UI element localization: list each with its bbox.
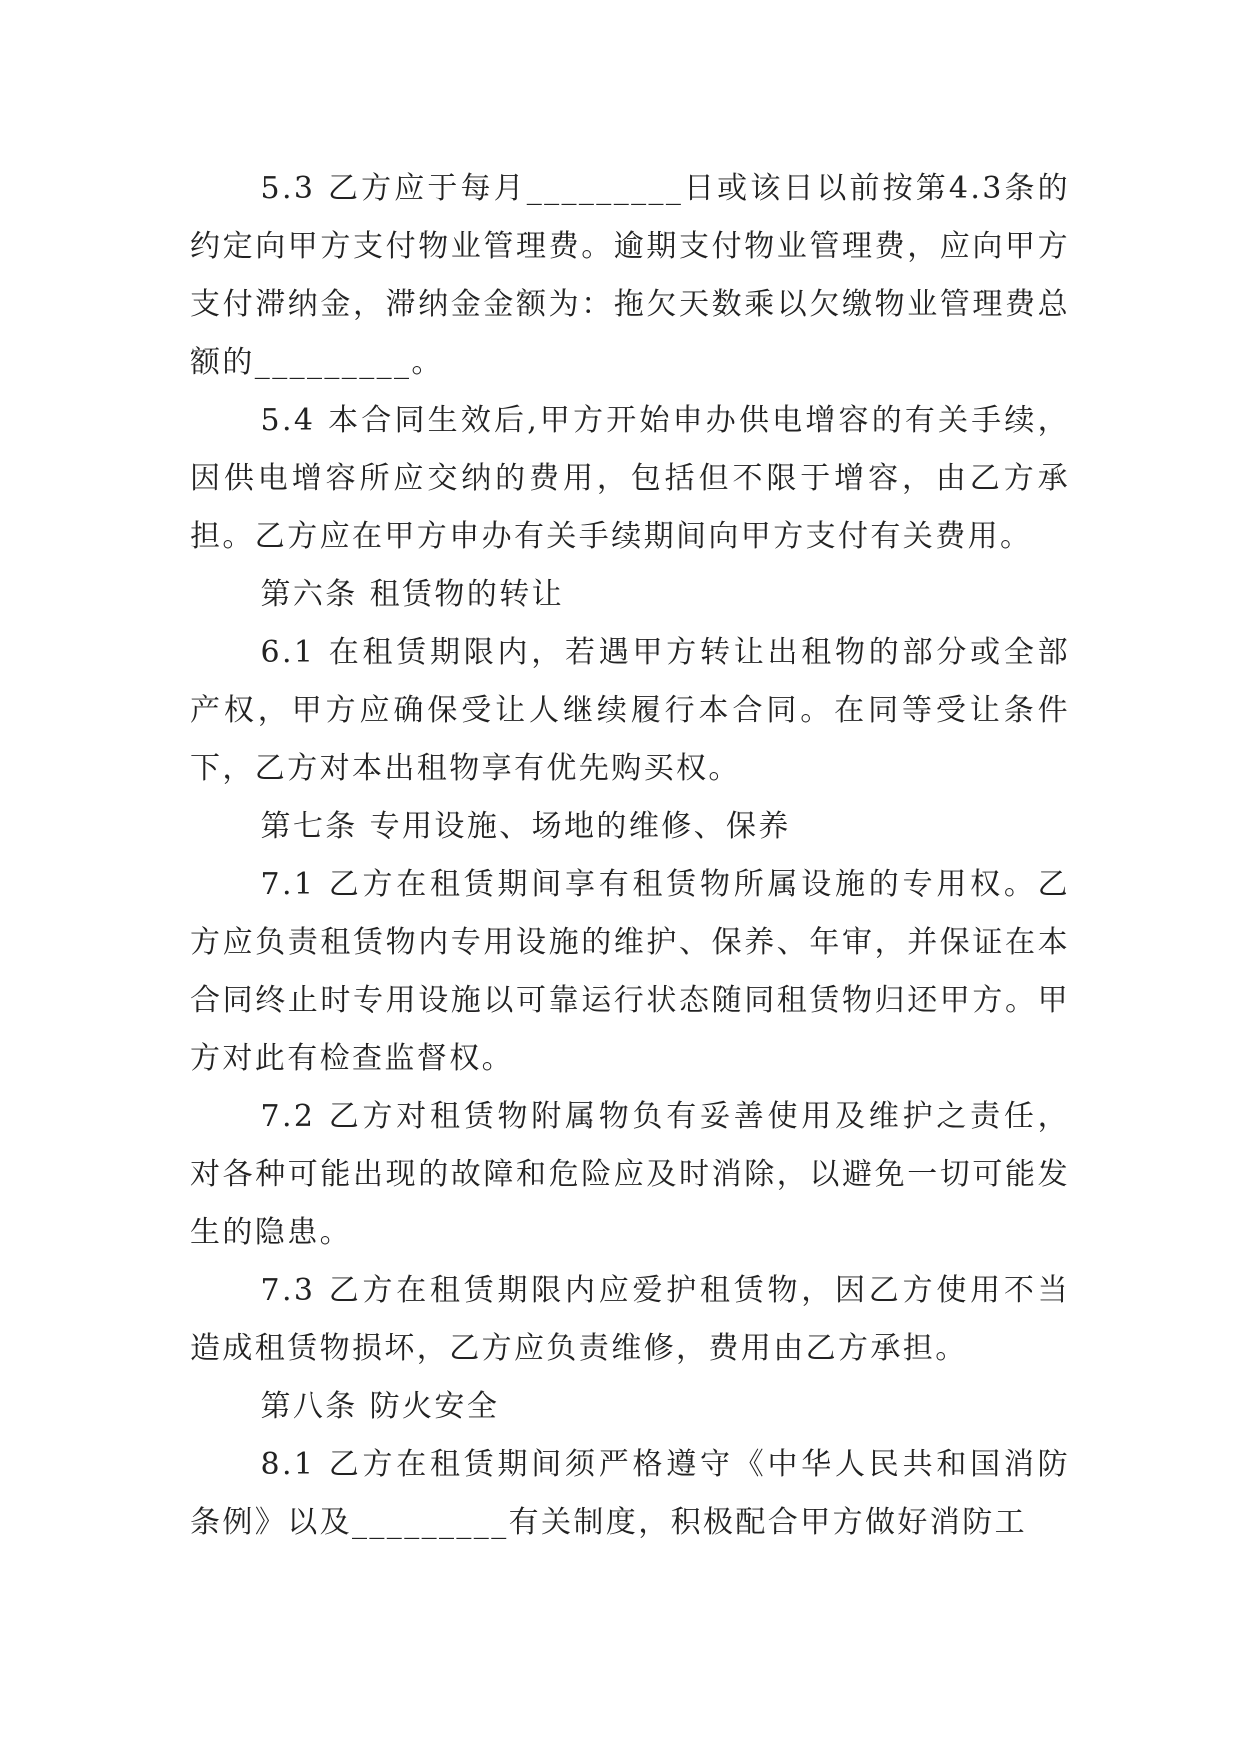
clause-5-3: 5.3 乙方应于每月_________日或该日以前按第4.3条的约定向甲方支付物业管理费。逾期支付物业管理费，应向甲方支付滞纳金，滞纳金金额为：拖欠天数乘以欠缴物业管理费总额的_________。	[190, 171, 1070, 380]
article-7-heading: 第七条 专用设施、场地的维修、保养	[260, 809, 791, 844]
clause-8-1: 8.1 乙方在租赁期间须严格遵守《中华人民共和国消防条例》以及_________有关制度，积极配合甲方做好消防工	[190, 1447, 1070, 1540]
document-body	[190, 160, 1070, 1552]
clause-6-1: 6.1 在租赁期限内，若遇甲方转让出租物的部分或全部产权，甲方应确保受让人继续履行本合同。在同等受让条件下，乙方对本出租物享有优先购买权。	[190, 635, 1070, 786]
clause-7-1: 7.1 乙方在租赁期间享有租赁物所属设施的专用权。乙方应负责租赁物内专用设施的维护、保养、年审，并保证在本合同终止时专用设施以可靠运行状态随同租赁物归还甲方。甲方对此有检查监督权。	[190, 867, 1070, 1076]
clause-7-3: 7.3 乙方在租赁期限内应爱护租赁物，因乙方使用不当造成租赁物损坏，乙方应负责维修，费用由乙方承担。	[190, 1273, 1070, 1366]
article-8-heading: 第八条 防火安全	[260, 1389, 500, 1424]
article-6-heading: 第六条 租赁物的转让	[260, 577, 565, 612]
clause-7-2: 7.2 乙方对租赁物附属物负有妥善使用及维护之责任，对各种可能出现的故障和危险应及时消除，以避免一切可能发生的隐患。	[190, 1099, 1070, 1250]
clause-5-4: 5.4 本合同生效后,甲方开始申办供电增容的有关手续，因供电增容所应交纳的费用，包括但不限于增容，由乙方承担。乙方应在甲方申办有关手续期间向甲方支付有关费用。	[190, 403, 1070, 554]
